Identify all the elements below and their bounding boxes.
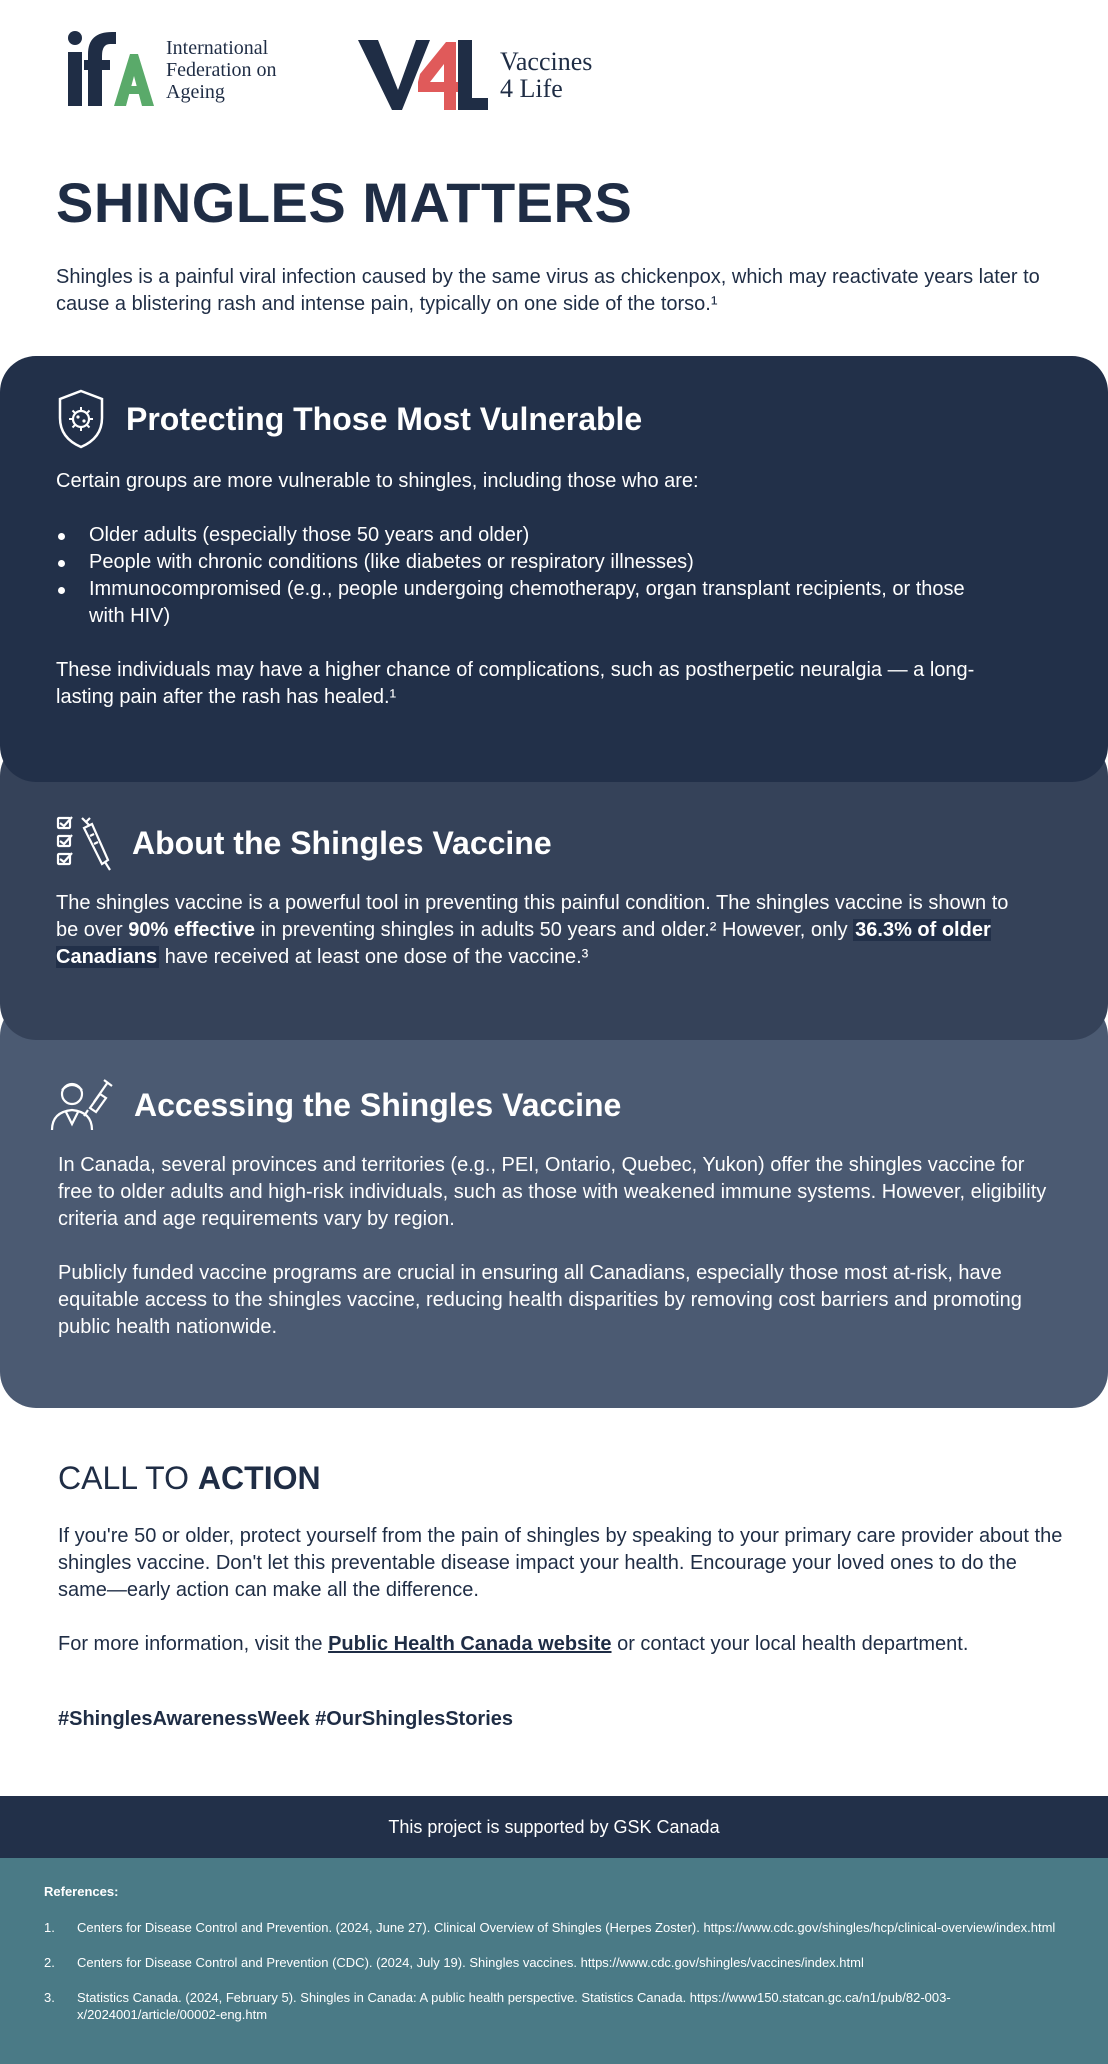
intro-text: Shingles is a painful viral infection caused by the same virus as chickenpox, which may reactivate years later to cause a blistering rash and intense pain, typically on one side of the torso.¹	[56, 266, 1040, 315]
vulnerable-lead: Certain groups are more vulnerable to shingles, including those who are:	[56, 470, 699, 492]
v4l-name-line: 4 Life	[500, 74, 563, 103]
accessing-body	[58, 1152, 1058, 1368]
accessing-heading: Accessing the Shingles Vaccine	[134, 1086, 622, 1123]
ifa-logo-mark	[62, 24, 154, 116]
checklist-syringe-icon	[56, 814, 112, 872]
about-body	[56, 890, 1036, 998]
reference-number: 2.	[44, 1955, 55, 1970]
cta-info-text: or contact your local health department.	[611, 1633, 969, 1655]
reference-number: 3.	[44, 1990, 55, 2005]
cta-heading-light: CALL TO	[58, 1460, 198, 1496]
about-text-part: The shingles vaccine is a powerful tool in preventing this painful condition. The shingles vaccine is shown to be over	[56, 892, 1009, 941]
accessing-para: Publicly funded vaccine programs are crucial in ensuring all Canadians, especially those most at-risk, have equitable access to the shingles vaccine, reducing health disparities by removing cost barriers and promoting public health nationwide.	[58, 1262, 1022, 1338]
vulnerable-section	[0, 356, 1108, 782]
vulnerable-header	[56, 388, 642, 450]
cta-info-text: For more information, visit the	[58, 1633, 329, 1655]
accessing-para: In Canada, several provinces and territories (e.g., PEI, Ontario, Quebec, Yukon) offer the shingles vaccine for free to older adults and high-risk individuals, such as those with weakened immune systems. However, eligibility criteria and age requirements vary by region.	[58, 1154, 1047, 1230]
v4l-logo[interactable]	[358, 34, 592, 116]
accessing-vaccine-section	[0, 1000, 1108, 1408]
reference-item	[44, 1954, 1064, 1971]
sponsor-banner: This project is supported by GSK Canada	[0, 1796, 1108, 1858]
vulnerable-heading: Protecting Those Most Vulnerable	[126, 400, 643, 437]
cta-para: If you're 50 or older, protect yourself from the pain of shingles by speaking to your primary care provider about the shingles vaccine. Don't let this preventable disease impact your health. Encourage your loved ones to do the same—early action can make all the difference.	[58, 1525, 1063, 1601]
cta-heading	[58, 1460, 1068, 1497]
coverage-stat: 36.3% of older Canadians	[56, 919, 991, 968]
about-text	[56, 890, 1036, 971]
about-text-part: have received at least one dose of the vaccine.³	[159, 946, 589, 968]
call-to-action-section	[58, 1460, 1068, 1731]
vulnerable-body	[56, 468, 996, 738]
v4l-logo-mark	[358, 34, 488, 116]
reference-text: Centers for Disease Control and Prevention. (2024, June 27). Clinical Overview of Shingles (Herpes Zoster). https://www.cdc.gov/shingles/hcp/clinical-overview/index.html	[77, 1920, 1056, 1935]
v4l-name-line: Vaccines	[500, 47, 593, 76]
reference-text: Statistics Canada. (2024, February 5). Shingles in Canada: A public health perspective. Statistics Canada. https://www150.statcan.gc.ca/n1/pub/82-003-x/2024001/article/00002-eng.htm	[77, 1990, 951, 2022]
reference-item	[44, 1989, 1064, 2023]
ifa-logo[interactable]	[62, 24, 277, 116]
header	[0, 0, 1108, 130]
about-header	[56, 814, 552, 872]
references-heading: References:	[44, 1884, 119, 1899]
cta-heading-bold: ACTION	[197, 1460, 321, 1496]
references-list	[44, 1919, 1064, 2023]
references-section	[0, 1858, 1108, 2064]
ifa-logo-name	[166, 37, 277, 103]
list-item: Immunocompromised (e.g., people undergoing chemotherapy, organ transplant recipients, or those with HIV)	[56, 576, 996, 630]
accessing-header	[50, 1078, 621, 1132]
effectiveness-stat: 90% effective	[128, 919, 256, 941]
cta-info	[58, 1631, 1068, 1658]
reference-number: 1.	[44, 1920, 55, 1935]
ifa-name-line: Federation on	[166, 59, 277, 81]
about-heading: About the Shingles Vaccine	[132, 824, 552, 861]
ifa-name-line: Ageing	[166, 81, 225, 103]
list-item: People with chronic conditions (like diabetes or respiratory illnesses)	[56, 549, 996, 576]
v4l-logo-name	[500, 48, 592, 102]
doctor-syringe-icon	[50, 1078, 114, 1132]
shield-virus-icon	[56, 388, 106, 450]
public-health-canada-link[interactable]: Public Health Canada website	[328, 1633, 612, 1655]
vulnerable-list	[56, 522, 996, 630]
vulnerable-closing: These individuals may have a higher chance of complications, such as postherpetic neuralgia — a long-lasting pain after the rash has healed.¹	[56, 659, 975, 708]
about-vaccine-section	[0, 740, 1108, 1040]
page-title: SHINGLES MATTERS	[56, 171, 633, 234]
about-text-part: in preventing shingles in adults 50 years and older.² However, only	[255, 919, 854, 941]
list-item: Older adults (especially those 50 years and older)	[56, 522, 996, 549]
reference-item	[44, 1919, 1064, 1936]
ifa-name-line: International	[166, 37, 269, 59]
hashtags: #ShinglesAwarenessWeek #OurShinglesStories	[58, 1708, 513, 1730]
reference-text: Centers for Disease Control and Prevention (CDC). (2024, July 19). Shingles vaccines. https://www.cdc.gov/shingles/vaccines/index.html	[77, 1955, 864, 1970]
